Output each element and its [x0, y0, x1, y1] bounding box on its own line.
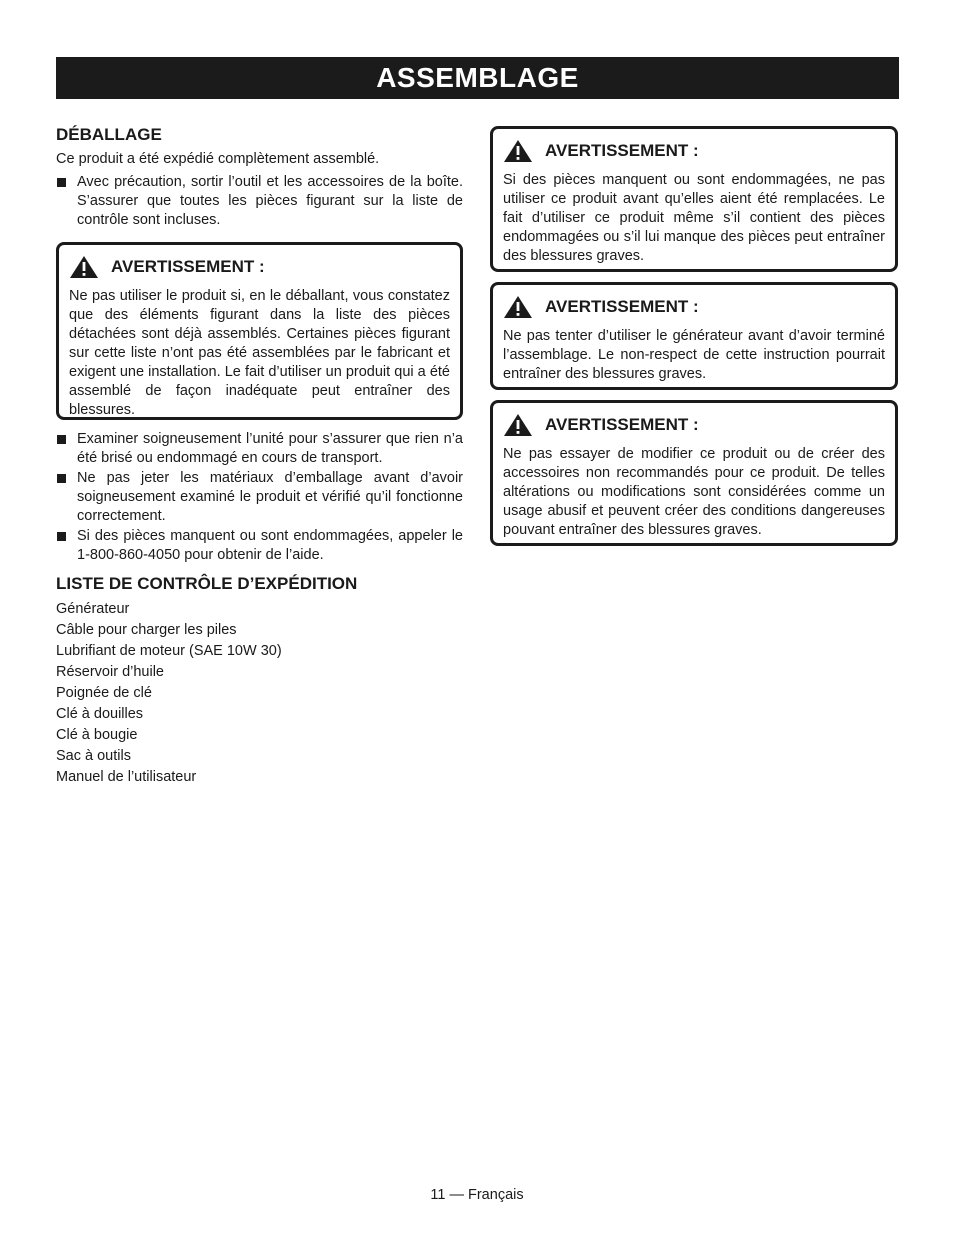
warning-title: AVERTISSEMENT : — [545, 415, 699, 434]
warning-title-row — [503, 139, 885, 163]
page-footer — [0, 1185, 954, 1205]
checklist-item: Poignée de clé — [56, 685, 152, 701]
checklist-item: Lubrifiant de moteur (SAE 10W 30) — [56, 643, 282, 659]
list-item — [56, 173, 463, 230]
checklist-heading: LISTE DE CONTRÔLE D’EXPÉDITION — [56, 574, 358, 593]
warning-title: AVERTISSEMENT : — [545, 297, 699, 316]
right-column — [490, 126, 898, 546]
deballage-heading: DÉBALLAGE — [56, 125, 162, 144]
checklist-item: Générateur — [56, 601, 130, 617]
square-bullet-icon — [57, 532, 66, 541]
warning-title-row — [69, 255, 450, 279]
checklist-item: Réservoir d’huile — [56, 664, 164, 680]
warning-title: AVERTISSEMENT : — [111, 257, 265, 276]
shipping-checklist — [56, 599, 463, 788]
deballage-bullets-before — [56, 173, 463, 230]
checklist-item: Sac à outils — [56, 748, 131, 764]
page-title: ASSEMBLAGE — [376, 62, 579, 93]
warning-text: Si des pièces manquent ou sont endommagées, ne pas utiliser ce produit avant qu’elles aient été remplacées. Le fait d’utiliser ce produit même s’il contient des pièces endommagées ou s’il lui manque des pièces peut entraîner des blessures graves. — [503, 172, 885, 264]
list-item — [56, 430, 463, 468]
square-bullet-icon — [57, 474, 66, 483]
warning-text: Ne pas utiliser le produit si, en le déballant, vous constatez que des éléments figurant dans la liste des pièces détachées sont déjà assemblés. Certaines pièces figurant sur cette liste n’ont pas été assemblées par le fabricant et exigent une installation. Le fait d’utiliser un produit qui a été assemblé de façon inadéquate peut entraîner des blessures. — [69, 288, 450, 418]
warning-text: Ne pas tenter d’utiliser le générateur avant d’avoir terminé l’assemblage. Le non-respect de cette instruction pourrait entraîner des blessures graves. — [503, 328, 885, 382]
warning-box-unpacking — [56, 242, 463, 420]
list-item-text: Examiner soigneusement l’unité pour s’assurer que rien n’a été brisé ou endommagé en cours de transport. — [77, 431, 463, 466]
list-item — [56, 469, 463, 526]
warning-box-missing-parts — [490, 126, 898, 272]
warning-triangle-icon — [503, 139, 533, 163]
checklist-item: Clé à bougie — [56, 727, 138, 743]
warning-text: Ne pas essayer de modifier ce produit ou de créer des accessoires non recommandés pour ce produit. De telles altérations ou modifications sont considérées comme un usage abusif et peuvent créer des conditions dangereuses pouvant entraîner des blessures graves. — [503, 446, 885, 538]
warning-triangle-icon — [503, 295, 533, 319]
page-title-bar — [56, 57, 899, 99]
list-item-text: Si des pièces manquent ou sont endommagées, appeler le 1-800-860-4050 pour obtenir de l’aide. — [77, 528, 463, 563]
warning-title: AVERTISSEMENT : — [545, 141, 699, 160]
checklist-item: Câble pour charger les piles — [56, 622, 237, 638]
warning-title-row — [503, 413, 885, 437]
warning-box-modifications — [490, 400, 898, 546]
page-number: 11 — Français — [430, 1187, 524, 1203]
square-bullet-icon — [57, 178, 66, 187]
list-item-text: Ne pas jeter les matériaux d’emballage avant d’avoir soigneusement examiné le produit et vérifié qu’il fonctionne correctement. — [77, 470, 463, 524]
checklist-item: Manuel de l’utilisateur — [56, 769, 197, 785]
warning-triangle-icon — [69, 255, 99, 279]
warning-box-assembly — [490, 282, 898, 390]
deballage-intro: Ce produit a été expédié complètement assemblé. — [56, 151, 380, 167]
deballage-bullets-after — [56, 430, 463, 565]
list-item-text: Avec précaution, sortir l’outil et les accessoires de la boîte. S’assurer que toutes les pièces figurant sur la liste de contrôle sont incluses. — [77, 174, 463, 228]
warning-triangle-icon — [503, 413, 533, 437]
left-column — [56, 124, 463, 788]
checklist-item: Clé à douilles — [56, 706, 144, 722]
list-item — [56, 527, 463, 565]
warning-title-row — [503, 295, 885, 319]
square-bullet-icon — [57, 435, 66, 444]
